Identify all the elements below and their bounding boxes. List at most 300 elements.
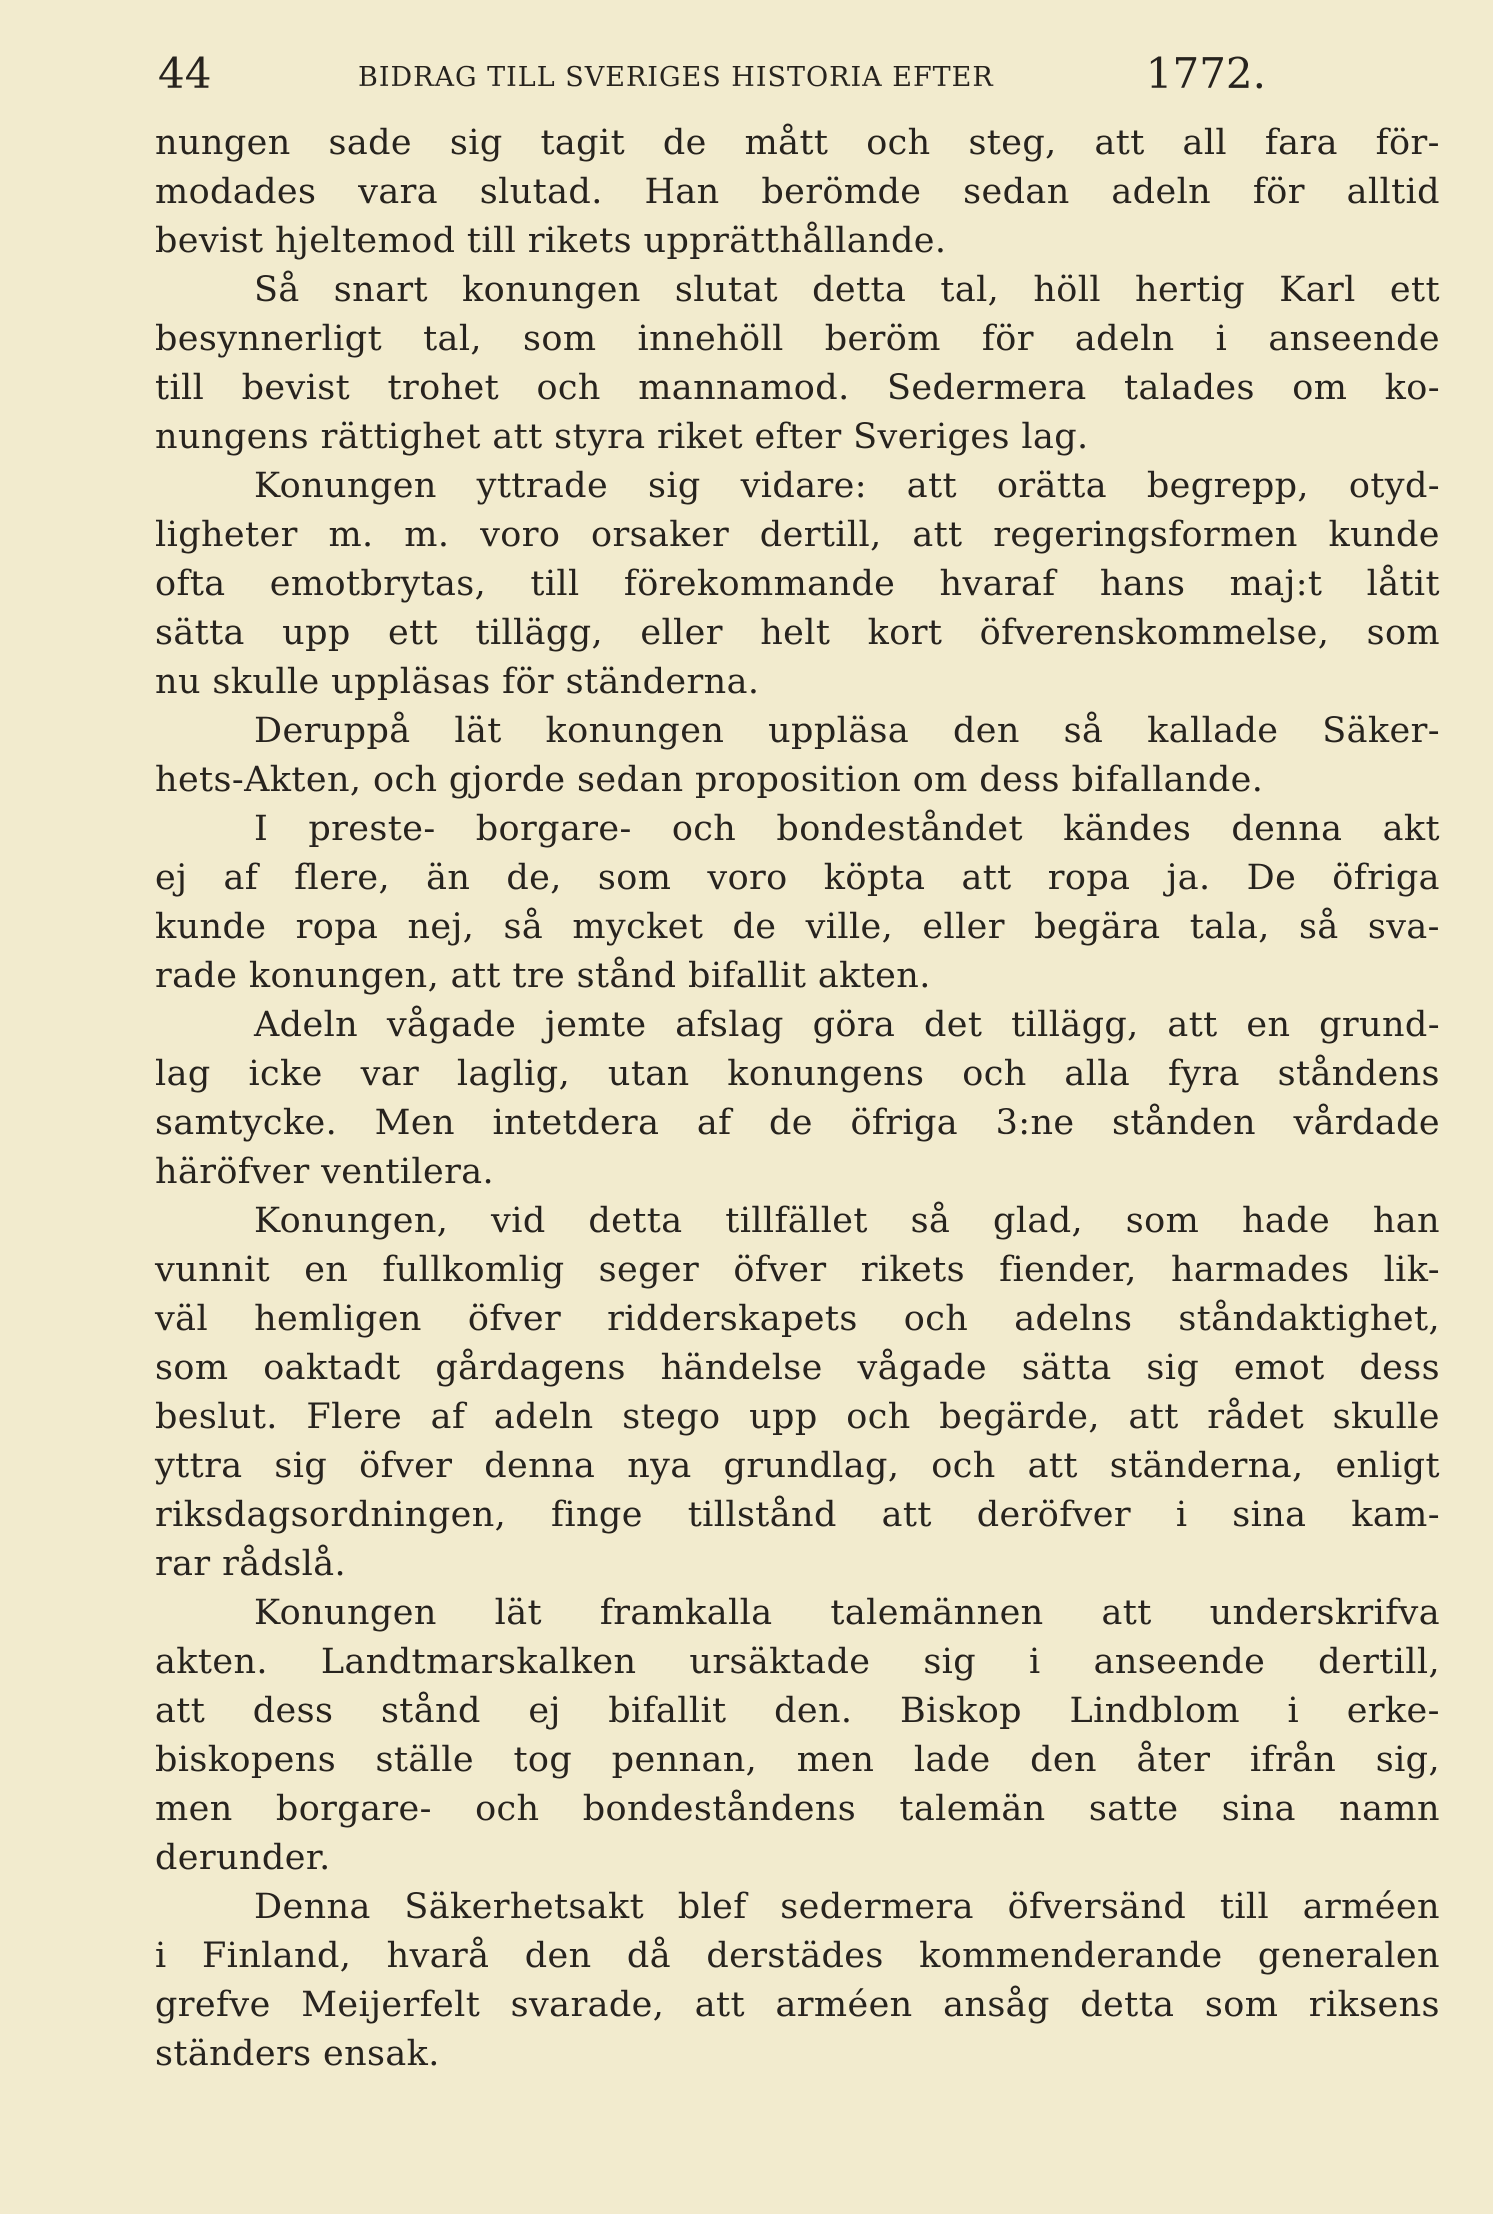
word: glad, [993,1201,1084,1241]
word: den [952,711,1020,751]
word: och [962,1054,1027,1094]
text-line [155,1050,1440,1099]
word: stånd [576,956,689,996]
word: en [304,1250,349,1290]
word: rade [155,956,249,996]
word: intetdera [492,1103,660,1143]
word: ropa [1047,858,1131,898]
word: och [671,809,737,849]
word: konungen [545,711,725,751]
word: bifallande. [1071,760,1264,800]
word: hans [1099,564,1186,604]
word: tillägg, [1011,1005,1139,1045]
text-line [155,1540,1440,1589]
word: de [662,123,707,163]
word: detta [812,270,907,310]
word: vunnit [155,1250,271,1290]
word: kallade [1147,711,1279,751]
word: talades [1123,368,1255,408]
word: I [254,809,269,849]
word: detta [1080,1985,1175,2025]
word: denna [484,1446,596,1486]
word: derstädes [706,1936,884,1976]
word: ursäktade [689,1642,871,1682]
word: men [796,1740,875,1780]
word: sätta [155,613,245,653]
text-line [155,805,1440,854]
word: sina [1221,1789,1296,1829]
word: dess [252,1691,334,1731]
word: ja. [1166,858,1211,898]
word: förekommande [623,564,896,604]
word: tillfället [725,1201,868,1241]
text-line [155,854,1440,903]
word: De [1246,858,1297,898]
word: åter [1136,1740,1211,1780]
running-title: BIDRAG TILL SVERIGES HISTORIA EFTER [358,62,994,93]
word: efter [754,417,854,457]
word: grefve [155,1985,271,2025]
text-line [155,658,1440,707]
word: enligt [1335,1446,1440,1486]
word: m. [328,515,374,555]
word: öfver [467,1299,562,1339]
word: uppläsas [331,662,503,702]
word: öfver [359,1446,453,1486]
word: grundlag, [723,1446,900,1486]
text-line [155,1197,1440,1246]
word: detta [588,1201,683,1241]
word: akten. [817,956,931,996]
word: som [1366,613,1440,653]
word: som [155,1348,229,1388]
word: hemligen [254,1299,422,1339]
word: tillägg, [475,613,604,653]
word: fiender, [999,1250,1137,1290]
word: maj:t [1229,564,1323,604]
word: sina [1232,1495,1307,1535]
word: tal, [940,270,1000,310]
word: oaktadt [263,1348,401,1388]
word: rådslå. [222,1544,347,1584]
word: att [492,417,555,457]
word: kunde [155,907,267,947]
word: att [1101,1593,1152,1633]
word: Sedermera [886,368,1087,408]
word: att [1128,1397,1179,1437]
word: och [536,368,601,408]
word: dertill, [1318,1642,1440,1682]
word: vårdade [1293,1103,1440,1143]
word: den [524,1936,592,1976]
word: att [912,515,963,555]
word: Konungen, [254,1201,449,1241]
word: ståndaktighet, [1178,1299,1440,1339]
word: köpta [823,858,926,898]
word: mannamod. [638,368,850,408]
word: Deruppå [254,711,411,751]
word: uppläsa [768,711,910,751]
word: och [903,1299,969,1339]
word: i [1175,1495,1188,1535]
text-line [155,1589,1440,1638]
word: Konungen [254,466,437,506]
word: sig [274,1446,328,1486]
word: talemän [899,1789,1046,1829]
word: den. [774,1691,853,1731]
text-line [155,1001,1440,1050]
word: Biskop [900,1691,1022,1731]
word: framkalla [599,1593,773,1633]
word: yttra [155,1446,243,1486]
word: ständerna. [565,662,760,702]
word: vara [358,172,439,212]
word: öfriga [850,1103,959,1143]
word: ständerna, [1109,1446,1304,1486]
word: rättighet [320,417,493,457]
word: blef [677,1887,747,1927]
word: vidare: [740,466,867,506]
word: häröfver [155,1152,322,1192]
word: trohet [387,368,500,408]
running-head [158,44,1266,104]
text-line [155,560,1440,609]
word: rikets [860,1250,965,1290]
word: grund- [1319,1005,1440,1045]
word: bifallit [608,1691,727,1731]
word: det [923,1005,983,1045]
text-line [155,413,1440,462]
word: rådet [1207,1397,1305,1437]
word: Säkerhetsakt [404,1887,645,1927]
word: att [906,466,957,506]
word: till [530,564,580,604]
word: sedermera [780,1887,974,1927]
word: att [694,1985,745,2025]
word: modades [155,172,317,212]
word: hvaraf [939,564,1056,604]
text-line [155,315,1440,364]
word: Sveriges [853,417,1022,457]
word: hvarå [386,1936,490,1976]
word: voro [707,858,788,898]
word: ansåg [943,1985,1050,2025]
body-text [155,119,1440,2079]
word: samtycke. [155,1103,338,1143]
word: alltid [1346,172,1440,212]
word: 3:ne [995,1103,1075,1143]
word: att [1167,1005,1218,1045]
word: ko- [1384,368,1440,408]
word: en [1246,1005,1291,1045]
word: väl [155,1299,209,1339]
word: sig [449,123,503,163]
word: af [430,1397,466,1437]
text-line [155,168,1440,217]
word: pennan, [611,1740,758,1780]
text-line [155,511,1440,560]
word: nej, [407,907,475,947]
word: Han [644,172,720,212]
word: för- [1375,123,1440,163]
word: nu [155,662,213,702]
word: steg, [968,123,1057,163]
word: Säker- [1322,711,1440,751]
word: att [961,858,1012,898]
word: m. [404,515,450,555]
word: ropa [295,907,379,947]
word: så [910,1201,951,1241]
word: hjeltemod [275,221,467,261]
word: orsaker [591,515,730,555]
word: men [155,1789,233,1829]
word: att [155,1691,206,1731]
word: stego [622,1397,721,1437]
word: vid [491,1201,546,1241]
word: händelse [660,1348,823,1388]
word: borgare- [475,809,632,849]
word: riket [657,417,755,457]
word: arméen [775,1985,913,2025]
word: akt [1382,809,1440,849]
word: om [912,760,980,800]
text-line [155,1099,1440,1148]
word: öfver [733,1250,827,1290]
word: akten. [155,1642,268,1682]
word: och [931,1446,996,1486]
word: riksdagsordningen, [155,1495,507,1535]
word: all [1182,123,1228,163]
word: ständers [155,2034,323,2074]
word: begärde, [939,1397,1100,1437]
text-line [155,1295,1440,1344]
word: hade [1241,1201,1331,1241]
word: af [223,858,259,898]
word: Flere [306,1397,403,1437]
word: laglig, [456,1054,571,1094]
word: upp [282,613,351,653]
word: den [1030,1740,1097,1780]
text-line [155,1932,1440,1981]
word: gårdagens [435,1348,626,1388]
word: generalen [1257,1936,1440,1976]
word: lag. [1021,417,1089,457]
text-line [155,1344,1440,1393]
word: vågade [386,1005,517,1045]
word: bondeståndet [776,809,1023,849]
word: namn [1339,1789,1440,1829]
word: öfriga [1332,858,1440,898]
word: yttrade [476,466,609,506]
word: beröm [824,319,941,359]
word: tagit [540,123,626,163]
text-line [155,1393,1440,1442]
word: lät [494,1593,542,1633]
word: utan [607,1054,690,1094]
text-line [155,609,1440,658]
word: låtit [1366,564,1440,604]
word: adeln [1111,172,1212,212]
word: kändes [1063,809,1192,849]
word: begrepp, [1146,466,1309,506]
word: öfversänd [1007,1887,1187,1927]
word: orätta [996,466,1107,506]
word: stånden [1112,1103,1256,1143]
word: lik- [1383,1250,1440,1290]
word: Konungen [254,1593,437,1633]
word: Finland, [201,1936,352,1976]
word: för [502,662,566,702]
word: sade [328,123,413,163]
text-line [155,903,1440,952]
word: att [450,956,513,996]
word: så [503,907,544,947]
text-line [155,1491,1440,1540]
word: slutad. [479,172,603,212]
word: otyd- [1348,466,1440,506]
word: för [981,319,1034,359]
word: Meijerfelt [301,1985,481,2025]
word: fullkomlig [382,1250,565,1290]
word: som [597,858,672,898]
word: lät [454,711,502,751]
word: adeln [1074,319,1175,359]
word: snart [333,270,428,310]
word: och [846,1397,911,1437]
word: eller [640,613,723,653]
word: och [866,123,931,163]
word: jemte [544,1005,647,1045]
word: i [1029,1642,1041,1682]
word: tog [513,1740,573,1780]
word: mått [744,123,829,163]
word: anseende [1093,1642,1266,1682]
word: rar [155,1544,223,1584]
word: eller [922,907,1005,947]
word: var [360,1054,420,1094]
word: så [1299,907,1339,947]
word: ej [528,1691,561,1731]
word: ventilera. [321,1152,495,1192]
word: derunder. [155,1838,331,1878]
word: för [1252,172,1305,212]
word: till [155,368,205,408]
word: gjorde [448,760,578,800]
word: proposition [695,760,913,800]
word: de, [506,858,562,898]
word: skulle [1332,1397,1440,1437]
text-line [155,952,1440,1001]
word: Karl [1279,270,1356,310]
word: Adeln [254,1005,359,1045]
word: konungen, [248,956,451,996]
word: af [696,1103,732,1143]
word: sig, [1375,1740,1440,1780]
word: kort [867,613,943,653]
word: lade [913,1740,991,1780]
text-line [155,1785,1440,1834]
text-line [155,1981,1440,2030]
word: underskrifva [1209,1593,1440,1633]
running-year: 1772. [1145,49,1266,98]
word: som [523,319,597,359]
text-line [155,1834,1440,1883]
word: anseende [1268,319,1440,359]
text-line [155,2030,1440,2079]
text-line [155,1687,1440,1736]
word: i [1215,319,1228,359]
word: upprätthållande. [643,221,947,261]
word: kommenderande [919,1936,1223,1976]
word: regeringsformen [993,515,1298,555]
word: borgare- [275,1789,432,1829]
text-line [155,707,1440,756]
text-line [155,756,1440,805]
word: emot [1233,1348,1325,1388]
word: dertill, [759,515,882,555]
word: hets-Akten, [155,760,373,800]
word: att [1094,123,1145,163]
word: biskopens [155,1740,337,1780]
text-line [155,462,1440,511]
word: nya [627,1446,692,1486]
word: till [466,221,528,261]
text-line [155,119,1440,168]
word: adelns [1014,1299,1133,1339]
word: denna [1231,809,1343,849]
word: sedan [577,760,696,800]
word: afslag [675,1005,784,1045]
word: erke- [1346,1691,1440,1731]
word: lag [155,1054,211,1094]
word: att [1027,1446,1078,1486]
text-line [155,1638,1440,1687]
word: fyra [1167,1054,1240,1094]
word: kam- [1351,1495,1440,1535]
word: till [1219,1887,1270,1927]
word: skulle [212,662,332,702]
word: bondeståndens [582,1789,857,1829]
word: kunde [1328,515,1440,555]
word: hertig [1135,270,1246,310]
word: helt [760,613,831,653]
word: göra [812,1005,896,1045]
word: ställe [375,1740,474,1780]
word: sva- [1367,907,1440,947]
word: harmades [1170,1250,1350,1290]
word: slutat [674,270,779,310]
word: emotbrytas, [269,564,487,604]
word: höll [1033,270,1101,310]
word: tre [512,956,577,996]
word: ville, [805,907,894,947]
word: flere, [294,858,390,898]
word: rikets [527,221,644,261]
word: Lindblom [1069,1691,1240,1731]
word: talemännen [830,1593,1044,1633]
word: att [881,1495,932,1535]
word: satte [1088,1789,1179,1829]
word: beslut. [155,1397,278,1437]
word: ståndens [1277,1054,1440,1094]
word: finge [551,1495,643,1535]
word: vågade [857,1348,987,1388]
word: ifrån [1249,1740,1337,1780]
word: tillstånd [687,1495,837,1535]
text-line [155,1883,1440,1932]
word: mycket [572,907,704,947]
word: de [769,1103,813,1143]
